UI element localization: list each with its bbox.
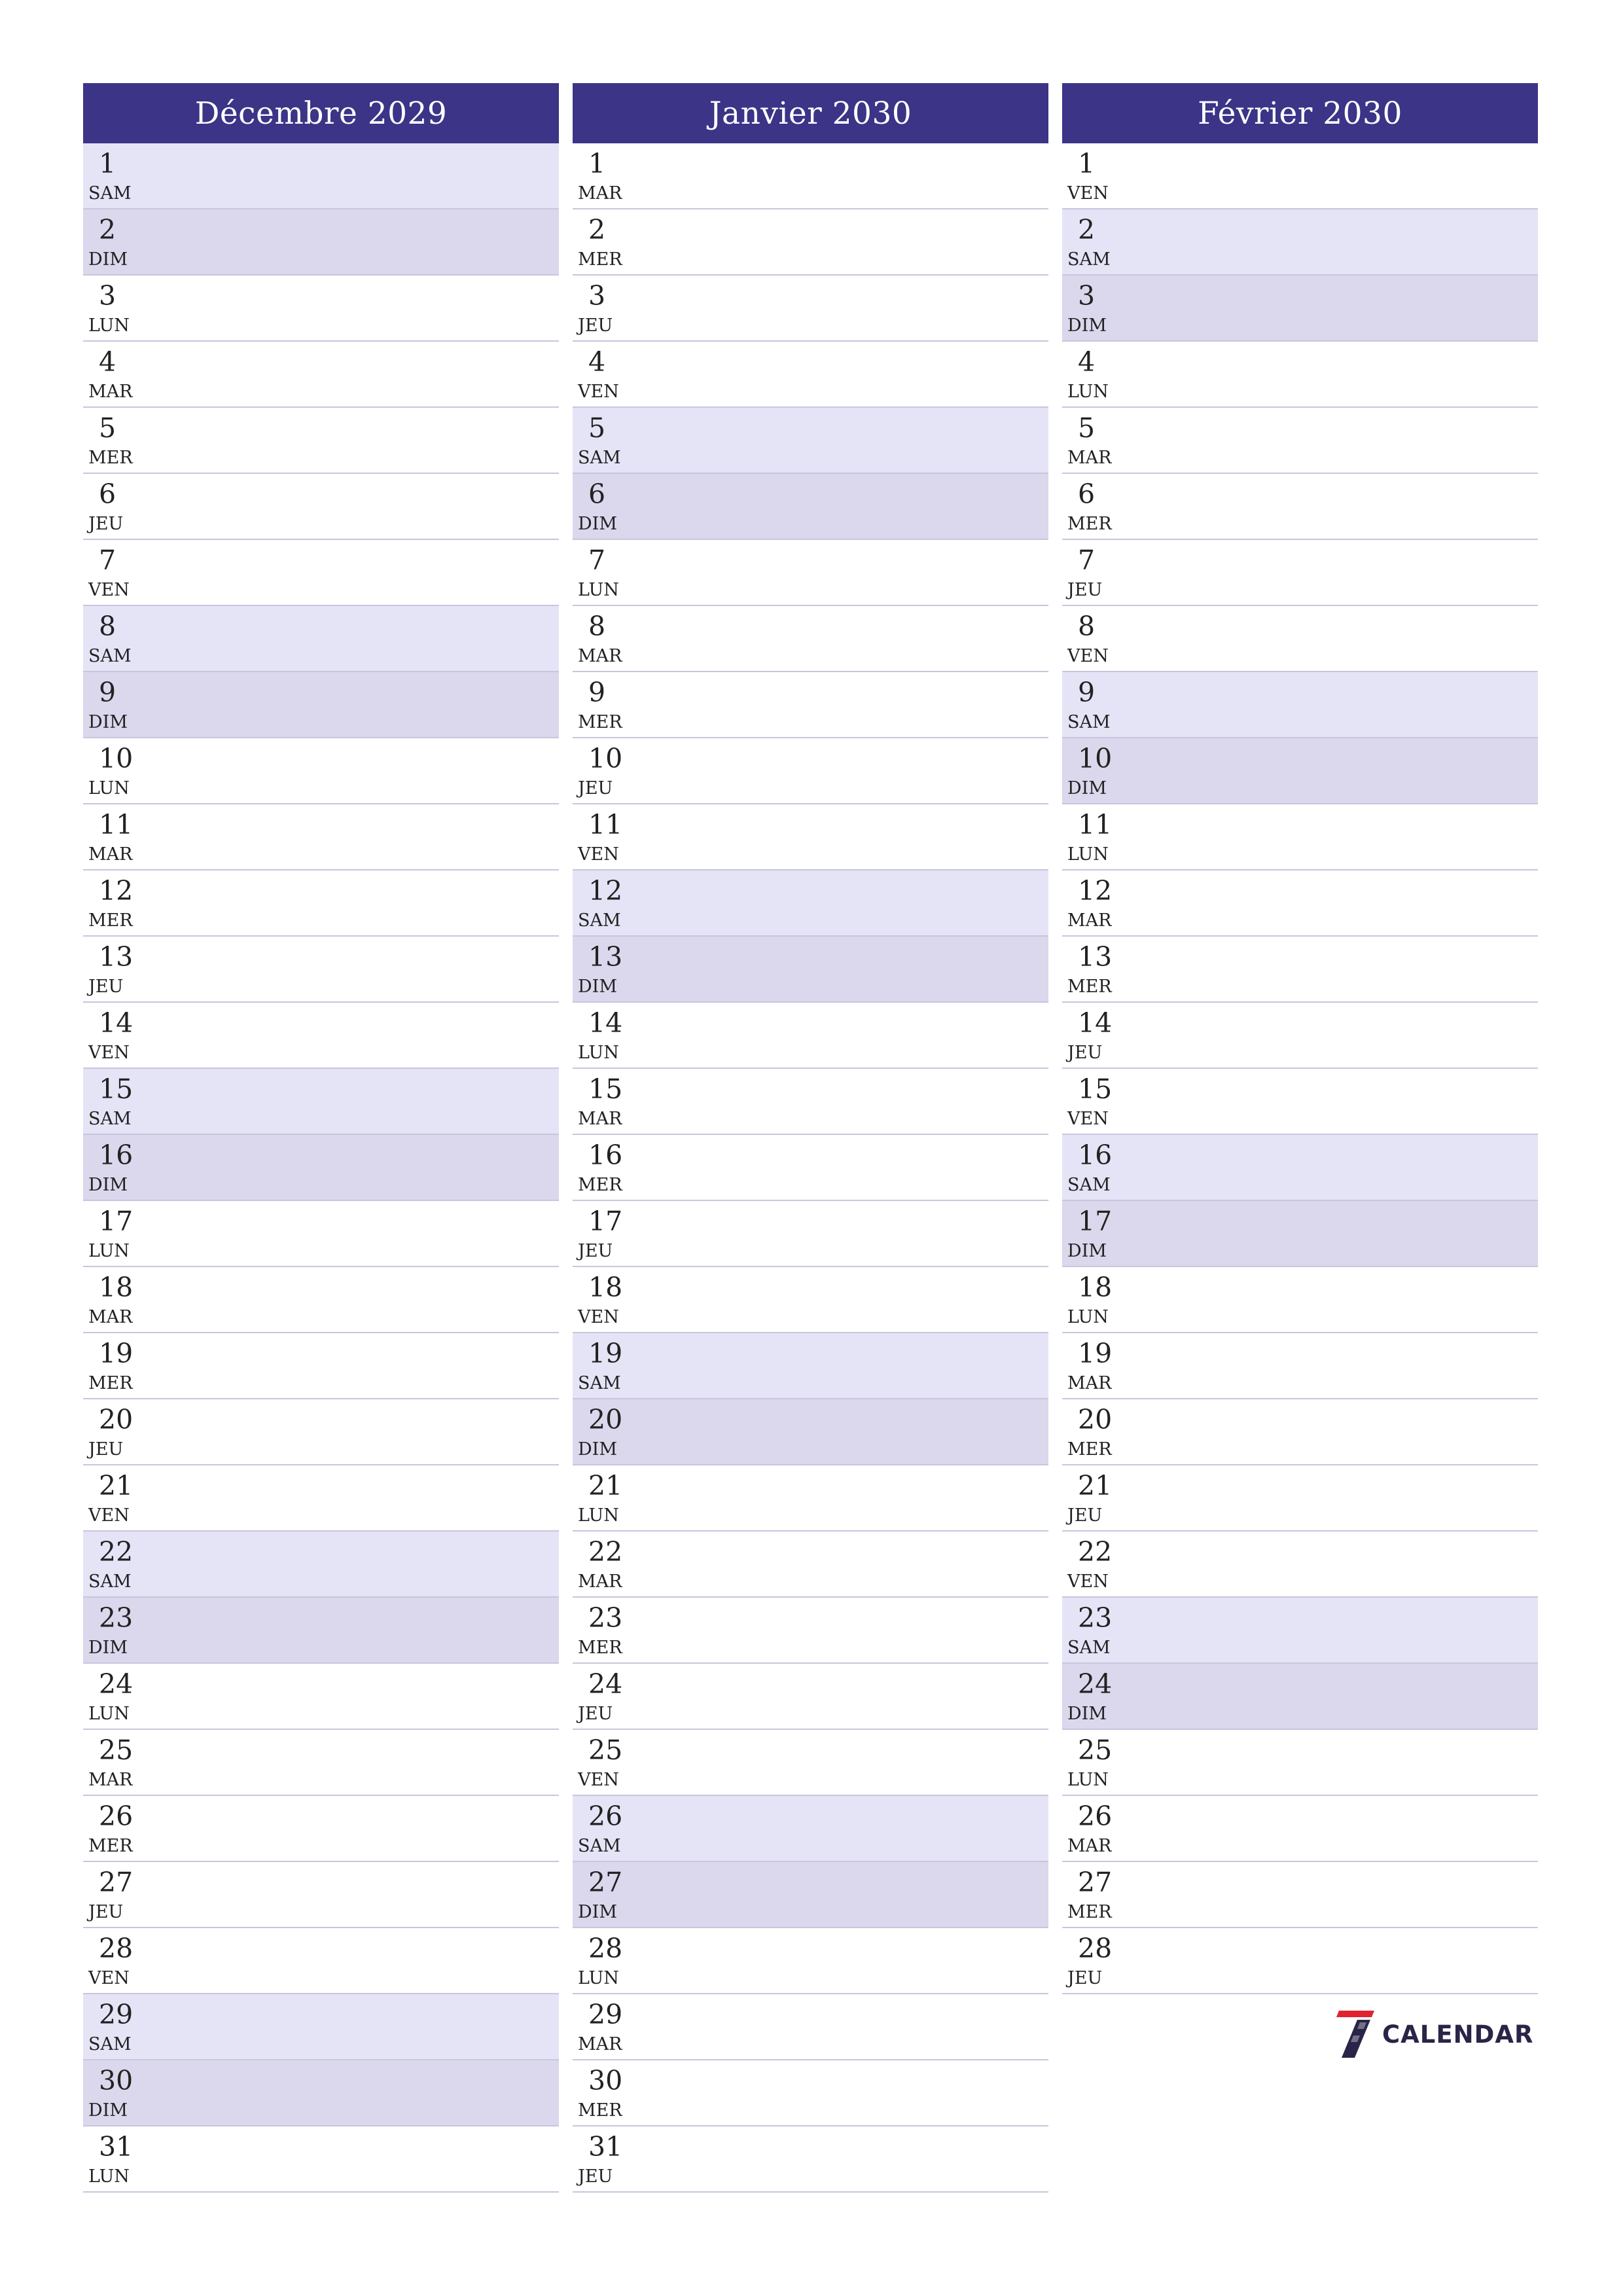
- day-number: 25: [588, 1734, 623, 1766]
- day-number: 22: [99, 1536, 134, 1568]
- day-number: 4: [588, 346, 606, 378]
- day-number: 31: [588, 2131, 623, 2162]
- day-number: 14: [1078, 1007, 1113, 1039]
- day-row: [83, 1994, 559, 2060]
- day-row: [573, 1465, 1048, 1532]
- day-row: [83, 1201, 559, 1267]
- day-number: 8: [588, 611, 606, 642]
- day-number: 23: [99, 1602, 134, 1634]
- weekday-label: MER: [578, 1175, 622, 1195]
- day-row: [573, 2060, 1048, 2126]
- weekday-label: MAR: [1067, 448, 1112, 468]
- day-number: 13: [99, 941, 134, 973]
- day-list: [1062, 143, 1538, 1994]
- weekday-label: JEU: [88, 1439, 124, 1460]
- weekday-label: SAM: [88, 2034, 132, 2054]
- day-row: [573, 342, 1048, 408]
- day-number: 6: [1078, 478, 1096, 510]
- day-number: 1: [99, 148, 116, 179]
- day-row: [573, 1598, 1048, 1664]
- day-row: [83, 1135, 559, 1201]
- weekday-label: JEU: [1067, 1968, 1103, 1988]
- weekday-label: MER: [1067, 1902, 1112, 1922]
- weekday-label: MER: [578, 712, 622, 732]
- weekday-label: VEN: [1067, 1571, 1109, 1592]
- weekday-label: MAR: [88, 1307, 133, 1327]
- weekday-label: JEU: [1067, 1505, 1103, 1526]
- weekday-label: LUN: [578, 1043, 619, 1063]
- weekday-label: SAM: [1067, 1175, 1111, 1195]
- weekday-label: SAM: [578, 1373, 621, 1393]
- day-row: [1062, 209, 1538, 276]
- day-number: 23: [1078, 1602, 1113, 1634]
- day-row: [1062, 738, 1538, 804]
- month-column: [1062, 83, 1538, 2193]
- weekday-label: DIM: [88, 1638, 128, 1658]
- day-number: 13: [588, 941, 623, 973]
- day-row: [83, 408, 559, 474]
- day-row: [573, 1069, 1048, 1135]
- day-number: 3: [588, 280, 606, 312]
- day-number: 14: [588, 1007, 623, 1039]
- weekday-label: DIM: [578, 977, 617, 997]
- day-row: [83, 1069, 559, 1135]
- weekday-label: SAM: [578, 448, 621, 468]
- weekday-label: VEN: [1067, 1109, 1109, 1129]
- weekday-label: MER: [88, 448, 133, 468]
- day-number: 24: [99, 1668, 134, 1700]
- day-number: 5: [588, 412, 606, 444]
- day-number: 15: [99, 1073, 134, 1105]
- weekday-label: MAR: [88, 1770, 133, 1790]
- day-row: [83, 1598, 559, 1664]
- day-number: 3: [99, 280, 116, 312]
- weekday-label: MER: [88, 910, 133, 931]
- day-row: [573, 276, 1048, 342]
- weekday-label: VEN: [88, 1505, 130, 1526]
- weekday-label: MER: [88, 1373, 133, 1393]
- day-row: [83, 1862, 559, 1928]
- day-number: 7: [99, 545, 116, 576]
- day-number: 3: [1078, 280, 1096, 312]
- day-row: [83, 2126, 559, 2193]
- day-row: [573, 1399, 1048, 1465]
- day-number: 8: [1078, 611, 1096, 642]
- day-row: [573, 870, 1048, 937]
- weekday-label: LUN: [88, 2166, 130, 2187]
- day-row: [1062, 606, 1538, 672]
- weekday-label: DIM: [1067, 1704, 1107, 1724]
- seven-calendar-logo-icon: [1335, 2009, 1376, 2059]
- day-row: [573, 937, 1048, 1003]
- day-number: 12: [588, 875, 623, 906]
- weekday-label: VEN: [578, 1770, 619, 1790]
- day-row: [573, 1532, 1048, 1598]
- day-row: [573, 1201, 1048, 1267]
- day-number: 14: [99, 1007, 134, 1039]
- weekday-label: SAM: [88, 183, 132, 204]
- day-row: [1062, 143, 1538, 209]
- weekday-label: DIM: [578, 1902, 617, 1922]
- weekday-label: SAM: [1067, 712, 1111, 732]
- day-row: [573, 1862, 1048, 1928]
- weekday-label: LUN: [578, 580, 619, 600]
- day-row: [83, 804, 559, 870]
- day-row: [83, 342, 559, 408]
- day-row: [573, 1994, 1048, 2060]
- day-row: [573, 143, 1048, 209]
- day-number: 9: [99, 677, 116, 708]
- weekday-label: LUN: [578, 1505, 619, 1526]
- weekday-label: SAM: [578, 1836, 621, 1856]
- day-row: [573, 1664, 1048, 1730]
- day-row: [1062, 1598, 1538, 1664]
- day-number: 15: [588, 1073, 623, 1105]
- day-number: 10: [588, 743, 623, 774]
- day-number: 9: [1078, 677, 1096, 708]
- day-row: [573, 1267, 1048, 1333]
- day-row: [1062, 870, 1538, 937]
- weekday-label: JEU: [88, 514, 124, 534]
- weekday-label: LUN: [88, 1241, 130, 1261]
- day-row: [573, 672, 1048, 738]
- day-row: [83, 209, 559, 276]
- day-number: 22: [1078, 1536, 1113, 1568]
- day-row: [1062, 1003, 1538, 1069]
- day-number: 25: [1078, 1734, 1113, 1766]
- day-number: 21: [99, 1470, 134, 1501]
- weekday-label: DIM: [88, 1175, 128, 1195]
- weekday-label: LUN: [88, 315, 130, 336]
- day-number: 4: [1078, 346, 1096, 378]
- day-row: [83, 1730, 559, 1796]
- weekday-label: MAR: [578, 2034, 622, 2054]
- day-number: 6: [99, 478, 116, 510]
- day-number: 8: [99, 611, 116, 642]
- day-row: [573, 1135, 1048, 1201]
- day-number: 26: [588, 1801, 623, 1832]
- day-number: 17: [99, 1206, 134, 1237]
- day-number: 29: [99, 1999, 134, 2030]
- day-row: [1062, 1532, 1538, 1598]
- day-row: [83, 1333, 559, 1399]
- day-row: [573, 1796, 1048, 1862]
- month-column: [83, 83, 559, 2193]
- day-row: [83, 1465, 559, 1532]
- weekday-label: JEU: [578, 1241, 613, 1261]
- weekday-label: MER: [578, 249, 622, 270]
- day-number: 28: [1078, 1933, 1113, 1964]
- day-row: [1062, 408, 1538, 474]
- day-number: 2: [99, 214, 116, 245]
- day-row: [573, 2126, 1048, 2193]
- day-number: 5: [1078, 412, 1096, 444]
- day-number: 24: [1078, 1668, 1113, 1700]
- weekday-label: MER: [578, 1638, 622, 1658]
- month-title: Décembre 2029: [83, 83, 559, 143]
- weekday-label: DIM: [88, 712, 128, 732]
- weekday-label: VEN: [88, 580, 130, 600]
- weekday-label: MER: [578, 2100, 622, 2121]
- day-row: [1062, 1465, 1538, 1532]
- day-number: 18: [1078, 1272, 1113, 1303]
- day-number: 19: [99, 1338, 134, 1369]
- day-number: 1: [1078, 148, 1096, 179]
- weekday-label: MAR: [578, 1571, 622, 1592]
- day-row: [1062, 1399, 1538, 1465]
- weekday-label: SAM: [1067, 249, 1111, 270]
- day-row: [1062, 342, 1538, 408]
- weekday-label: MER: [1067, 1439, 1112, 1460]
- weekday-label: LUN: [1067, 382, 1109, 402]
- weekday-label: DIM: [88, 2100, 128, 2121]
- day-number: 16: [588, 1139, 623, 1171]
- day-row: [573, 408, 1048, 474]
- weekday-label: VEN: [578, 844, 619, 865]
- weekday-label: LUN: [1067, 844, 1109, 865]
- day-row: [1062, 474, 1538, 540]
- day-row: [83, 1399, 559, 1465]
- day-number: 27: [588, 1867, 623, 1898]
- day-number: 26: [1078, 1801, 1113, 1832]
- month-title: Février 2030: [1062, 83, 1538, 143]
- day-number: 12: [99, 875, 134, 906]
- day-row: [1062, 1730, 1538, 1796]
- weekday-label: LUN: [1067, 1770, 1109, 1790]
- day-row: [1062, 1862, 1538, 1928]
- day-row: [1062, 672, 1538, 738]
- day-number: 10: [1078, 743, 1113, 774]
- day-number: 5: [99, 412, 116, 444]
- day-row: [1062, 1201, 1538, 1267]
- day-row: [1062, 937, 1538, 1003]
- day-row: [1062, 1069, 1538, 1135]
- day-number: 11: [588, 809, 623, 840]
- day-row: [573, 606, 1048, 672]
- day-row: [573, 1928, 1048, 1994]
- day-number: 7: [1078, 545, 1096, 576]
- day-number: 15: [1078, 1073, 1113, 1105]
- day-number: 29: [588, 1999, 623, 2030]
- day-number: 22: [588, 1536, 623, 1568]
- day-number: 17: [1078, 1206, 1113, 1237]
- day-row: [573, 804, 1048, 870]
- day-number: 16: [99, 1139, 134, 1171]
- weekday-label: MAR: [1067, 1373, 1112, 1393]
- weekday-label: LUN: [88, 1704, 130, 1724]
- weekday-label: DIM: [88, 249, 128, 270]
- day-number: 20: [1078, 1404, 1113, 1435]
- day-list: [573, 143, 1048, 2193]
- day-row: [1062, 1267, 1538, 1333]
- weekday-label: MAR: [578, 646, 622, 666]
- day-number: 18: [99, 1272, 134, 1303]
- day-row: [83, 1532, 559, 1598]
- day-number: 23: [588, 1602, 623, 1634]
- day-number: 7: [588, 545, 606, 576]
- day-row: [83, 1928, 559, 1994]
- day-row: [573, 474, 1048, 540]
- weekday-label: LUN: [88, 778, 130, 798]
- day-row: [83, 1267, 559, 1333]
- day-row: [1062, 540, 1538, 606]
- weekday-label: MAR: [1067, 1836, 1112, 1856]
- day-number: 18: [588, 1272, 623, 1303]
- day-row: [1062, 1135, 1538, 1201]
- day-number: 1: [588, 148, 606, 179]
- weekday-label: DIM: [1067, 778, 1107, 798]
- weekday-label: DIM: [1067, 315, 1107, 336]
- day-row: [83, 672, 559, 738]
- day-number: 6: [588, 478, 606, 510]
- weekday-label: SAM: [578, 910, 621, 931]
- weekday-label: JEU: [578, 1704, 613, 1724]
- day-number: 25: [99, 1734, 134, 1766]
- weekday-label: JEU: [578, 315, 613, 336]
- weekday-label: MAR: [88, 844, 133, 865]
- weekday-label: VEN: [1067, 183, 1109, 204]
- day-row: [1062, 276, 1538, 342]
- weekday-label: SAM: [1067, 1638, 1111, 1658]
- weekday-label: VEN: [88, 1968, 130, 1988]
- day-number: 28: [588, 1933, 623, 1964]
- weekday-label: SAM: [88, 646, 132, 666]
- day-number: 19: [1078, 1338, 1113, 1369]
- day-number: 30: [99, 2065, 134, 2096]
- day-list: [83, 143, 559, 2193]
- weekday-label: MER: [1067, 514, 1112, 534]
- day-number: 13: [1078, 941, 1113, 973]
- day-row: [83, 1664, 559, 1730]
- day-row: [573, 1003, 1048, 1069]
- day-number: 19: [588, 1338, 623, 1369]
- day-number: 2: [1078, 214, 1096, 245]
- day-number: 27: [1078, 1867, 1113, 1898]
- weekday-label: MAR: [578, 1109, 622, 1129]
- weekday-label: JEU: [88, 977, 124, 997]
- day-row: [83, 143, 559, 209]
- day-number: 17: [588, 1206, 623, 1237]
- day-number: 30: [588, 2065, 623, 2096]
- day-number: 27: [99, 1867, 134, 1898]
- day-number: 11: [1078, 809, 1113, 840]
- weekday-label: VEN: [578, 1307, 619, 1327]
- weekday-label: VEN: [578, 382, 619, 402]
- day-number: 20: [588, 1404, 623, 1435]
- day-number: 16: [1078, 1139, 1113, 1171]
- weekday-label: VEN: [1067, 646, 1109, 666]
- brand-logo: [1335, 2009, 1533, 2059]
- day-row: [573, 540, 1048, 606]
- weekday-label: MER: [88, 1836, 133, 1856]
- weekday-label: MAR: [578, 183, 622, 204]
- weekday-label: SAM: [88, 1571, 132, 1592]
- day-number: 28: [99, 1933, 134, 1964]
- weekday-label: JEU: [1067, 580, 1103, 600]
- day-number: 4: [99, 346, 116, 378]
- day-row: [83, 738, 559, 804]
- day-row: [573, 1730, 1048, 1796]
- day-number: 11: [99, 809, 134, 840]
- day-row: [83, 1796, 559, 1862]
- weekday-label: JEU: [578, 778, 613, 798]
- day-number: 12: [1078, 875, 1113, 906]
- day-row: [83, 606, 559, 672]
- weekday-label: MAR: [88, 382, 133, 402]
- day-row: [573, 1333, 1048, 1399]
- day-row: [83, 276, 559, 342]
- logo-text: CALENDAR: [1382, 2020, 1534, 2049]
- day-row: [1062, 1928, 1538, 1994]
- weekday-label: JEU: [88, 1902, 124, 1922]
- weekday-label: LUN: [578, 1968, 619, 1988]
- day-row: [1062, 1664, 1538, 1730]
- month-column: [573, 83, 1048, 2193]
- three-month-calendar: [83, 83, 1539, 2193]
- day-number: 21: [588, 1470, 623, 1501]
- weekday-label: JEU: [1067, 1043, 1103, 1063]
- day-number: 31: [99, 2131, 134, 2162]
- weekday-label: JEU: [578, 2166, 613, 2187]
- weekday-label: MAR: [1067, 910, 1112, 931]
- day-number: 21: [1078, 1470, 1113, 1501]
- weekday-label: DIM: [578, 514, 617, 534]
- day-number: 2: [588, 214, 606, 245]
- day-row: [83, 540, 559, 606]
- day-row: [83, 2060, 559, 2126]
- weekday-label: DIM: [578, 1439, 617, 1460]
- weekday-label: SAM: [88, 1109, 132, 1129]
- day-row: [573, 209, 1048, 276]
- day-number: 9: [588, 677, 606, 708]
- day-row: [1062, 1796, 1538, 1862]
- day-row: [83, 870, 559, 937]
- weekday-label: DIM: [1067, 1241, 1107, 1261]
- day-row: [83, 1003, 559, 1069]
- day-row: [83, 474, 559, 540]
- day-number: 24: [588, 1668, 623, 1700]
- day-row: [83, 937, 559, 1003]
- day-row: [1062, 1333, 1538, 1399]
- day-row: [1062, 804, 1538, 870]
- weekday-label: MER: [1067, 977, 1112, 997]
- day-number: 20: [99, 1404, 134, 1435]
- day-number: 10: [99, 743, 134, 774]
- weekday-label: VEN: [88, 1043, 130, 1063]
- weekday-label: LUN: [1067, 1307, 1109, 1327]
- month-title: Janvier 2030: [573, 83, 1048, 143]
- day-row: [573, 738, 1048, 804]
- day-number: 26: [99, 1801, 134, 1832]
